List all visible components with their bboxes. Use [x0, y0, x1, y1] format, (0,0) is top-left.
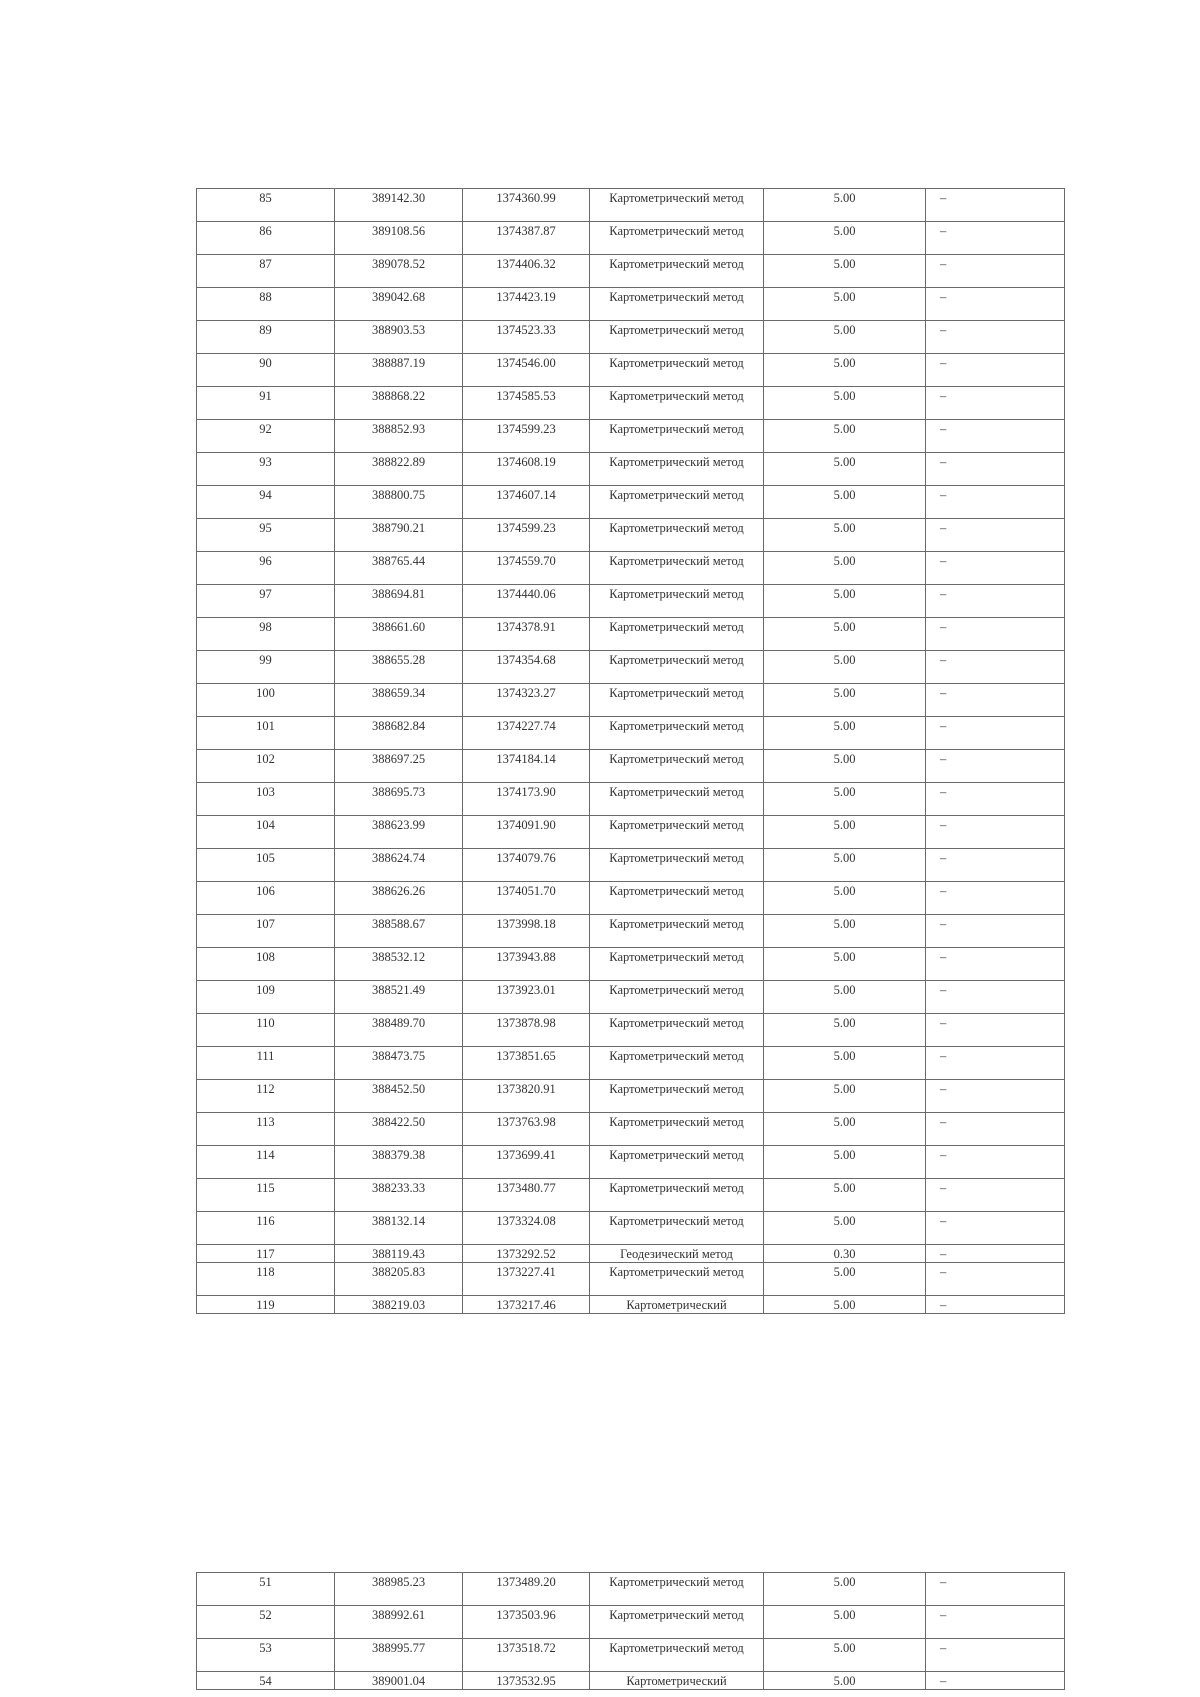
note-cell: –	[926, 1014, 1065, 1047]
method-cell: Картометрический метод	[590, 816, 764, 849]
accuracy-cell: 5.00	[764, 1014, 926, 1047]
table-row	[197, 222, 1065, 255]
note-cell: –	[926, 486, 1065, 519]
accuracy-cell: 5.00	[764, 1606, 926, 1639]
y-coordinate-cell: 1374423.19	[463, 288, 590, 321]
method-cell: Картометрический метод	[590, 1212, 764, 1245]
x-coordinate-cell: 388489.70	[335, 1014, 463, 1047]
accuracy-cell: 5.00	[764, 684, 926, 717]
note-cell: –	[926, 1639, 1065, 1672]
accuracy-cell: 5.00	[764, 915, 926, 948]
note-cell: –	[926, 1573, 1065, 1606]
note-cell: –	[926, 750, 1065, 783]
y-coordinate-cell: 1374406.32	[463, 255, 590, 288]
y-coordinate-cell: 1373532.95	[463, 1672, 590, 1690]
x-coordinate-cell: 389108.56	[335, 222, 463, 255]
point-number-cell: 54	[197, 1672, 335, 1690]
point-number-cell: 112	[197, 1080, 335, 1113]
y-coordinate-cell: 1374323.27	[463, 684, 590, 717]
method-cell: Картометрический метод	[590, 750, 764, 783]
y-coordinate-cell: 1374051.70	[463, 882, 590, 915]
x-coordinate-cell: 388887.19	[335, 354, 463, 387]
x-coordinate-cell: 388661.60	[335, 618, 463, 651]
x-coordinate-cell: 388132.14	[335, 1212, 463, 1245]
note-cell: –	[926, 717, 1065, 750]
y-coordinate-cell: 1374559.70	[463, 552, 590, 585]
y-coordinate-cell: 1374599.23	[463, 519, 590, 552]
table-row	[197, 1639, 1065, 1672]
method-cell: Картометрический метод	[590, 948, 764, 981]
x-coordinate-cell: 388521.49	[335, 981, 463, 1014]
table-row	[197, 651, 1065, 684]
accuracy-cell: 5.00	[764, 354, 926, 387]
accuracy-cell: 5.00	[764, 453, 926, 486]
method-cell: Картометрический метод	[590, 387, 764, 420]
point-number-cell: 110	[197, 1014, 335, 1047]
y-coordinate-cell: 1374354.68	[463, 651, 590, 684]
method-cell: Картометрический метод	[590, 585, 764, 618]
table-row	[197, 1113, 1065, 1146]
accuracy-cell: 5.00	[764, 882, 926, 915]
point-number-cell: 98	[197, 618, 335, 651]
method-cell: Картометрический метод	[590, 849, 764, 882]
table-row	[197, 1146, 1065, 1179]
note-cell: –	[926, 684, 1065, 717]
note-cell: –	[926, 222, 1065, 255]
method-cell: Картометрический метод	[590, 189, 764, 222]
table-row	[197, 1047, 1065, 1080]
accuracy-cell: 5.00	[764, 981, 926, 1014]
accuracy-cell: 5.00	[764, 255, 926, 288]
y-coordinate-cell: 1373489.20	[463, 1573, 590, 1606]
point-number-cell: 115	[197, 1179, 335, 1212]
point-number-cell: 119	[197, 1296, 335, 1314]
note-cell: –	[926, 915, 1065, 948]
x-coordinate-cell: 389078.52	[335, 255, 463, 288]
note-cell: –	[926, 1047, 1065, 1080]
point-number-cell: 52	[197, 1606, 335, 1639]
note-cell: –	[926, 1296, 1065, 1314]
accuracy-cell: 5.00	[764, 948, 926, 981]
accuracy-cell: 0.30	[764, 1245, 926, 1263]
point-number-cell: 104	[197, 816, 335, 849]
y-coordinate-cell: 1374585.53	[463, 387, 590, 420]
y-coordinate-cell: 1373699.41	[463, 1146, 590, 1179]
table-row	[197, 783, 1065, 816]
method-cell: Картометрический метод	[590, 354, 764, 387]
x-coordinate-cell: 388219.03	[335, 1296, 463, 1314]
y-coordinate-cell: 1374546.00	[463, 354, 590, 387]
note-cell: –	[926, 585, 1065, 618]
method-cell: Картометрический метод	[590, 1080, 764, 1113]
method-cell: Картометрический метод	[590, 1047, 764, 1080]
y-coordinate-cell: 1373998.18	[463, 915, 590, 948]
point-number-cell: 88	[197, 288, 335, 321]
method-cell: Картометрический метод	[590, 321, 764, 354]
y-coordinate-cell: 1374227.74	[463, 717, 590, 750]
note-cell: –	[926, 1263, 1065, 1296]
accuracy-cell: 5.00	[764, 816, 926, 849]
table-row	[197, 1606, 1065, 1639]
x-coordinate-cell: 388822.89	[335, 453, 463, 486]
point-number-cell: 92	[197, 420, 335, 453]
note-cell: –	[926, 354, 1065, 387]
method-cell: Картометрический метод	[590, 486, 764, 519]
note-cell: –	[926, 783, 1065, 816]
method-cell: Картометрический метод	[590, 453, 764, 486]
point-number-cell: 118	[197, 1263, 335, 1296]
accuracy-cell: 5.00	[764, 1296, 926, 1314]
x-coordinate-cell: 389042.68	[335, 288, 463, 321]
accuracy-cell: 5.00	[764, 1212, 926, 1245]
x-coordinate-cell: 388624.74	[335, 849, 463, 882]
x-coordinate-cell: 388205.83	[335, 1263, 463, 1296]
accuracy-cell: 5.00	[764, 222, 926, 255]
x-coordinate-cell: 388623.99	[335, 816, 463, 849]
x-coordinate-cell: 388379.38	[335, 1146, 463, 1179]
accuracy-cell: 5.00	[764, 1179, 926, 1212]
method-cell: Картометрический метод	[590, 420, 764, 453]
point-number-cell: 116	[197, 1212, 335, 1245]
method-cell: Картометрический метод	[590, 1146, 764, 1179]
method-cell: Картометрический метод	[590, 1606, 764, 1639]
point-number-cell: 89	[197, 321, 335, 354]
point-number-cell: 99	[197, 651, 335, 684]
note-cell: –	[926, 1212, 1065, 1245]
note-cell: –	[926, 849, 1065, 882]
x-coordinate-cell: 389142.30	[335, 189, 463, 222]
point-number-cell: 106	[197, 882, 335, 915]
accuracy-cell: 5.00	[764, 717, 926, 750]
point-number-cell: 103	[197, 783, 335, 816]
y-coordinate-cell: 1374184.14	[463, 750, 590, 783]
point-number-cell: 93	[197, 453, 335, 486]
x-coordinate-cell: 388995.77	[335, 1639, 463, 1672]
table-row	[197, 1179, 1065, 1212]
table-row	[197, 255, 1065, 288]
accuracy-cell: 5.00	[764, 1573, 926, 1606]
y-coordinate-cell: 1374091.90	[463, 816, 590, 849]
table-row	[197, 1014, 1065, 1047]
y-coordinate-cell: 1373324.08	[463, 1212, 590, 1245]
note-cell: –	[926, 651, 1065, 684]
point-number-cell: 117	[197, 1245, 335, 1263]
x-coordinate-cell: 388868.22	[335, 387, 463, 420]
note-cell: –	[926, 453, 1065, 486]
table-row	[197, 948, 1065, 981]
method-cell: Картометрический	[590, 1672, 764, 1690]
note-cell: –	[926, 1245, 1065, 1263]
y-coordinate-cell: 1373217.46	[463, 1296, 590, 1314]
point-number-cell: 90	[197, 354, 335, 387]
method-cell: Картометрический метод	[590, 915, 764, 948]
table-row	[197, 981, 1065, 1014]
table-row	[197, 354, 1065, 387]
method-cell: Картометрический метод	[590, 1639, 764, 1672]
x-coordinate-cell: 388655.28	[335, 651, 463, 684]
accuracy-cell: 5.00	[764, 486, 926, 519]
accuracy-cell: 5.00	[764, 321, 926, 354]
note-cell: –	[926, 189, 1065, 222]
y-coordinate-cell: 1374387.87	[463, 222, 590, 255]
method-cell: Картометрический метод	[590, 1014, 764, 1047]
method-cell: Картометрический	[590, 1296, 764, 1314]
point-number-cell: 91	[197, 387, 335, 420]
y-coordinate-cell: 1373227.41	[463, 1263, 590, 1296]
note-cell: –	[926, 519, 1065, 552]
x-coordinate-cell: 388903.53	[335, 321, 463, 354]
method-cell: Геодезический метод	[590, 1245, 764, 1263]
table-row	[197, 486, 1065, 519]
note-cell: –	[926, 981, 1065, 1014]
y-coordinate-cell: 1374599.23	[463, 420, 590, 453]
table-row	[197, 585, 1065, 618]
x-coordinate-cell: 388852.93	[335, 420, 463, 453]
method-cell: Картометрический метод	[590, 651, 764, 684]
x-coordinate-cell: 388233.33	[335, 1179, 463, 1212]
y-coordinate-cell: 1374523.33	[463, 321, 590, 354]
note-cell: –	[926, 948, 1065, 981]
point-number-cell: 105	[197, 849, 335, 882]
table-row	[197, 288, 1065, 321]
table-row	[197, 915, 1065, 948]
point-number-cell: 95	[197, 519, 335, 552]
point-number-cell: 85	[197, 189, 335, 222]
y-coordinate-cell: 1374440.06	[463, 585, 590, 618]
method-cell: Картометрический метод	[590, 783, 764, 816]
y-coordinate-cell: 1373763.98	[463, 1113, 590, 1146]
x-coordinate-cell: 388800.75	[335, 486, 463, 519]
x-coordinate-cell: 389001.04	[335, 1672, 463, 1690]
y-coordinate-cell: 1373851.65	[463, 1047, 590, 1080]
point-number-cell: 101	[197, 717, 335, 750]
y-coordinate-cell: 1373820.91	[463, 1080, 590, 1113]
accuracy-cell: 5.00	[764, 1113, 926, 1146]
method-cell: Картометрический метод	[590, 1179, 764, 1212]
accuracy-cell: 5.00	[764, 849, 926, 882]
accuracy-cell: 5.00	[764, 1047, 926, 1080]
x-coordinate-cell: 388626.26	[335, 882, 463, 915]
point-number-cell: 113	[197, 1113, 335, 1146]
note-cell: –	[926, 288, 1065, 321]
x-coordinate-cell: 388790.21	[335, 519, 463, 552]
accuracy-cell: 5.00	[764, 1080, 926, 1113]
table-row	[197, 1573, 1065, 1606]
accuracy-cell: 5.00	[764, 1263, 926, 1296]
accuracy-cell: 5.00	[764, 585, 926, 618]
method-cell: Картометрический метод	[590, 552, 764, 585]
accuracy-cell: 5.00	[764, 651, 926, 684]
y-coordinate-cell: 1374608.19	[463, 453, 590, 486]
x-coordinate-cell: 388985.23	[335, 1573, 463, 1606]
table-row	[197, 1080, 1065, 1113]
note-cell: –	[926, 1146, 1065, 1179]
method-cell: Картометрический метод	[590, 618, 764, 651]
note-cell: –	[926, 1606, 1065, 1639]
x-coordinate-cell: 388452.50	[335, 1080, 463, 1113]
accuracy-cell: 5.00	[764, 552, 926, 585]
accuracy-cell: 5.00	[764, 618, 926, 651]
x-coordinate-cell: 388588.67	[335, 915, 463, 948]
note-cell: –	[926, 1179, 1065, 1212]
note-cell: –	[926, 618, 1065, 651]
y-coordinate-cell: 1374173.90	[463, 783, 590, 816]
note-cell: –	[926, 882, 1065, 915]
method-cell: Картометрический метод	[590, 1573, 764, 1606]
point-number-cell: 111	[197, 1047, 335, 1080]
accuracy-cell: 5.00	[764, 1639, 926, 1672]
point-number-cell: 96	[197, 552, 335, 585]
table-row	[197, 420, 1065, 453]
point-number-cell: 94	[197, 486, 335, 519]
x-coordinate-cell: 388765.44	[335, 552, 463, 585]
table-row	[197, 321, 1065, 354]
y-coordinate-cell: 1374378.91	[463, 618, 590, 651]
y-coordinate-cell: 1373480.77	[463, 1179, 590, 1212]
method-cell: Картометрический метод	[590, 684, 764, 717]
point-number-cell: 97	[197, 585, 335, 618]
x-coordinate-cell: 388695.73	[335, 783, 463, 816]
x-coordinate-cell: 388697.25	[335, 750, 463, 783]
x-coordinate-cell: 388659.34	[335, 684, 463, 717]
method-cell: Картометрический метод	[590, 882, 764, 915]
method-cell: Картометрический метод	[590, 717, 764, 750]
x-coordinate-cell: 388532.12	[335, 948, 463, 981]
y-coordinate-cell: 1373923.01	[463, 981, 590, 1014]
table-row	[197, 453, 1065, 486]
note-cell: –	[926, 552, 1065, 585]
table-row	[197, 1672, 1065, 1690]
method-cell: Картометрический метод	[590, 1263, 764, 1296]
table-row	[197, 1245, 1065, 1263]
table-row	[197, 552, 1065, 585]
x-coordinate-cell: 388992.61	[335, 1606, 463, 1639]
table-row	[197, 387, 1065, 420]
method-cell: Картометрический метод	[590, 222, 764, 255]
point-number-cell: 53	[197, 1639, 335, 1672]
coordinates-table-top	[196, 188, 1065, 1314]
point-number-cell: 87	[197, 255, 335, 288]
note-cell: –	[926, 420, 1065, 453]
y-coordinate-cell: 1373503.96	[463, 1606, 590, 1639]
point-number-cell: 108	[197, 948, 335, 981]
accuracy-cell: 5.00	[764, 783, 926, 816]
x-coordinate-cell: 388422.50	[335, 1113, 463, 1146]
y-coordinate-cell: 1374079.76	[463, 849, 590, 882]
table-row	[197, 717, 1065, 750]
point-number-cell: 102	[197, 750, 335, 783]
table-row	[197, 189, 1065, 222]
accuracy-cell: 5.00	[764, 519, 926, 552]
x-coordinate-cell: 388473.75	[335, 1047, 463, 1080]
table-row	[197, 849, 1065, 882]
y-coordinate-cell: 1374607.14	[463, 486, 590, 519]
note-cell: –	[926, 816, 1065, 849]
x-coordinate-cell: 388119.43	[335, 1245, 463, 1263]
x-coordinate-cell: 388682.84	[335, 717, 463, 750]
y-coordinate-cell: 1373878.98	[463, 1014, 590, 1047]
y-coordinate-cell: 1373518.72	[463, 1639, 590, 1672]
method-cell: Картометрический метод	[590, 519, 764, 552]
accuracy-cell: 5.00	[764, 1146, 926, 1179]
note-cell: –	[926, 1672, 1065, 1690]
accuracy-cell: 5.00	[764, 189, 926, 222]
accuracy-cell: 5.00	[764, 420, 926, 453]
accuracy-cell: 5.00	[764, 387, 926, 420]
table-row	[197, 816, 1065, 849]
point-number-cell: 86	[197, 222, 335, 255]
coordinates-table-bottom	[196, 1572, 1065, 1690]
accuracy-cell: 5.00	[764, 288, 926, 321]
table-row	[197, 1212, 1065, 1245]
table-row	[197, 519, 1065, 552]
method-cell: Картометрический метод	[590, 255, 764, 288]
accuracy-cell: 5.00	[764, 1672, 926, 1690]
y-coordinate-cell: 1374360.99	[463, 189, 590, 222]
y-coordinate-cell: 1373292.52	[463, 1245, 590, 1263]
point-number-cell: 114	[197, 1146, 335, 1179]
y-coordinate-cell: 1373943.88	[463, 948, 590, 981]
point-number-cell: 109	[197, 981, 335, 1014]
point-number-cell: 107	[197, 915, 335, 948]
table-row	[197, 1296, 1065, 1314]
method-cell: Картометрический метод	[590, 1113, 764, 1146]
table-row	[197, 882, 1065, 915]
method-cell: Картометрический метод	[590, 288, 764, 321]
point-number-cell: 51	[197, 1573, 335, 1606]
point-number-cell: 100	[197, 684, 335, 717]
note-cell: –	[926, 1080, 1065, 1113]
table-row	[197, 618, 1065, 651]
accuracy-cell: 5.00	[764, 750, 926, 783]
note-cell: –	[926, 1113, 1065, 1146]
note-cell: –	[926, 387, 1065, 420]
x-coordinate-cell: 388694.81	[335, 585, 463, 618]
method-cell: Картометрический метод	[590, 981, 764, 1014]
table-row	[197, 1263, 1065, 1296]
table-row	[197, 750, 1065, 783]
note-cell: –	[926, 321, 1065, 354]
table-row	[197, 684, 1065, 717]
note-cell: –	[926, 255, 1065, 288]
